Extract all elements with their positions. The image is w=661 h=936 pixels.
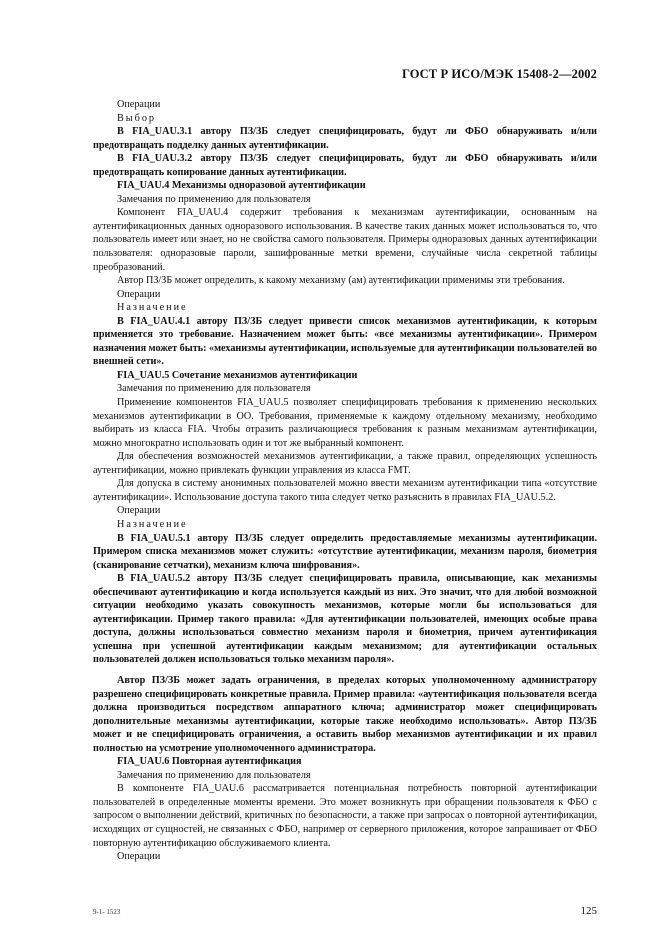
paragraph: Автор ПЗ/ЗБ может задать ограничения, в пределах которых уполномоченному администратору разрешено специфицировать конкретные правила. Пример правила: «аутентификация пользователя всегда должна производиться посредством аппаратного ключа; администратор может специфицировать дополнительные механизмы аутентификации, которые также необходимо использовать». Автор ПЗ/ЗБ может и не специфицировать ограничения, а оставить выбор механизмов аутентификации и их правил полностью на усмотрение уполномоченного администратора. bbox=[93, 674, 597, 754]
paragraph: В FIA_UAU.3.2 автору ПЗ/ЗБ следует специфицировать, будут ли ФБО обнаруживать и/или предотвращать копирование данных аутентификации. bbox=[93, 153, 597, 178]
paragraph: Операции bbox=[117, 851, 161, 863]
paragraph: FIA_UAU.4 Механизмы одноразовой аутентификации bbox=[117, 180, 366, 192]
paragraph: Назначение bbox=[117, 518, 188, 530]
paragraph: В FIA_UAU.5.1 автору ПЗ/ЗБ следует определить предоставляемые механизмы аутентификации. Примером списка механизмов может служить: «отсутствие аутентификации, механизм пароля, биометрия (сканирование сетчатки), механизм ключа шифрования». bbox=[93, 532, 597, 571]
paragraph: FIA_UAU.6 Повторная аутентификация bbox=[117, 756, 302, 768]
paragraph: Операции bbox=[117, 99, 161, 110]
paragraph: Замечания по применению для пользователя bbox=[117, 383, 311, 395]
paragraph: Для обеспечения возможностей механизмов аутентификации, а также правил, определяющих успешность аутентификации, можно привлекать функции управления из класса FMT. bbox=[93, 451, 597, 476]
paragraph: Компонент FIA_UAU.4 содержит требования к механизмам аутентификации, основанным на аутентификационных данных одноразового использования. В качестве таких данных может использоваться то, что пользователь имеет или знает, но не свойства самого пользователя. Примеры одноразовых данных аутентификации пользователя: одноразовые пароли, зашифрованные метки времени, случайные числа секретной таблицы преобразований. bbox=[93, 207, 597, 273]
paragraph: В FIA_UAU.5.2 автору ПЗ/ЗБ следует специфицировать правила, описывающие, как механизмы обеспечивают аутентификацию и когда используется каждый из них. Это значит, что для любой возможной ситуации необходимо указать совокупность механизмов, которые могли бы использоваться для аутентификации. Пример такого правила: «Для аутентификации пользователей, имеющих особые права доступа, должны использоваться совместно механизм пароля и биометрия, причем аутентификация успешна при успешной аутентификации каждым механизмом; для аутентификации остальных пользователей должен использоваться только механизм пароля». bbox=[93, 573, 597, 666]
paragraph: Операции bbox=[117, 288, 161, 300]
page-header-title: ГОСТ Р ИСО/МЭК 15408-2—2002 bbox=[401, 67, 597, 81]
paragraph: Замечания по применению для пользователя bbox=[117, 193, 311, 205]
paragraph: Замечания по применению для пользователя bbox=[117, 769, 311, 781]
paragraph: Применение компонентов FIA_UAU.5 позволяет специфицировать требования к применению нескольких механизмов аутентификации в ОО. Требования, применяемые к каждому отдельному механизму, необходимо выбирать из класса FIA. Чтобы отразить различающиеся требования к разным механизмам аутентификации, можно многократно использовать один и тот же выбранный компонент. bbox=[93, 397, 597, 449]
paragraph: В FIA_UAU.3.1 автору ПЗ/ЗБ следует специфицировать, будут ли ФБО обнаруживать и/или предотвращать подделку данных аутентификации. bbox=[93, 126, 597, 151]
paragraph: Назначение bbox=[117, 302, 188, 314]
paragraph: FIA_UAU.5 Сочетание механизмов аутентификации bbox=[117, 369, 358, 381]
paragraph: Автор ПЗ/ЗБ может определить, к какому механизму (ам) аутентификации применимы эти требования. bbox=[117, 275, 565, 287]
page-number: 125 bbox=[580, 905, 597, 917]
paragraph: Для допуска в систему анонимных пользователей можно ввести механизм аутентификации типа «отсутствие аутентификации». Использование доступа такого типа следует четко разъяснить в правилах FIA_UAU.5.2. bbox=[93, 478, 597, 503]
document-body bbox=[93, 98, 597, 864]
paragraph: Операции bbox=[117, 505, 161, 517]
paragraph: Выбор bbox=[117, 112, 157, 124]
paragraph: В FIA_UAU.4.1 автору ПЗ/ЗБ следует привести список механизмов аутентификации, к которым применяется это требование. Назначением может быть: «все механизмы аутентификации». Примером назначения может быть: «механизмы аутентификации, используемые для аутентификации пользователей во внешней сети». bbox=[93, 315, 597, 368]
footer-print-code: 9-1- 1523 bbox=[93, 908, 121, 916]
paragraph: В компоненте FIA_UAU.6 рассматривается потенциальная потребность повторной аутентификации пользователей в определенные моменты времени. Это может возникнуть при обращении пользователя к ФБО с запросом о выполнении действий, критичных по безопасности, а также при запросах о повторной аутентификации, исходящих от сущностей, не связанных с ФБО, например от серверного приложения, которое запрашивает от ФБО повторную аутентификацию обслуживаемого клиента. bbox=[93, 783, 597, 849]
